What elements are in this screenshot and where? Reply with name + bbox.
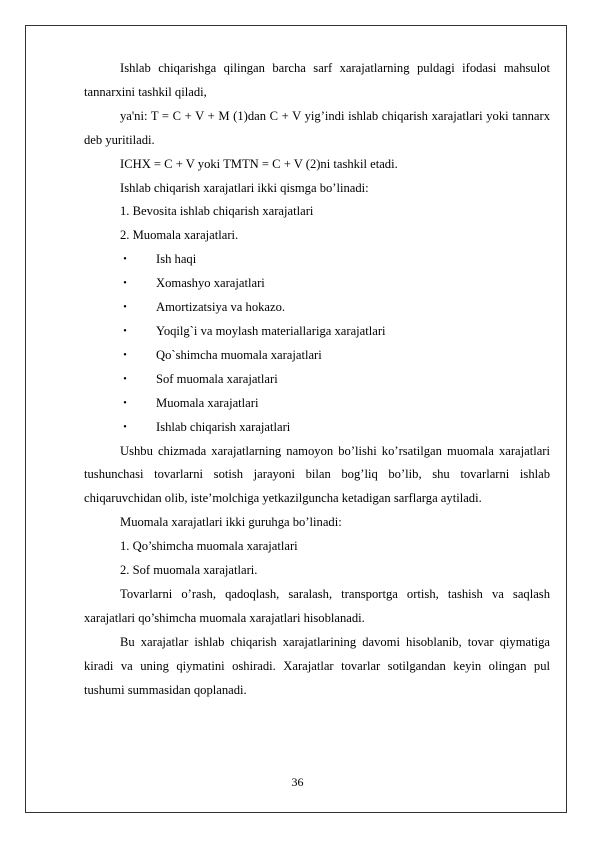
bullet-item-label: Ish haqi <box>156 252 197 267</box>
paragraph-circulation-groups: Muomala xarajatlari ikki guruhga bo’linadi: <box>120 515 342 530</box>
paragraph-formula-1: ya'ni: T = C + V + M (1)dan C + V yig’indi ishlab chiqarish xarajatlari yoki tannarx deb yuritiladi. <box>84 108 550 147</box>
bullet-item <box>84 392 550 416</box>
paragraph-cost-coverage: Bu xarajatlar ishlab chiqarish xarajatlarining davomi hisoblanib, tovar qiymatiga kiradi va uning qiymatini oshiradi. Xarajatlar tovarlar sotilgandan keyin olingan pul tushumi summasidan qoplanadi. <box>84 634 550 697</box>
paragraph-costs-split: Ishlab chiqarish xarajatlari ikki qismga bo’linadi: <box>120 180 369 195</box>
page-number: 36 <box>291 775 304 789</box>
bullet-icon: • <box>123 302 127 314</box>
bullet-icon: • <box>123 421 127 433</box>
bullet-item <box>84 416 550 440</box>
document-body <box>84 57 550 702</box>
list-item-net-costs: 2. Sof muomala xarajatlari. <box>120 563 258 578</box>
bullet-icon: • <box>123 325 127 337</box>
bullet-icon: • <box>123 278 127 290</box>
bullet-item <box>84 344 550 368</box>
bullet-item <box>84 368 550 392</box>
bullet-list <box>84 248 550 439</box>
bullet-item <box>84 272 550 296</box>
paragraph-chart-explanation: Ushbu chizmada xarajatlarning namoyon bo’lishi ko’rsatilgan muomala xarajatlari tushunchasi tovarlarni sotish jarayoni bilan bog’liq bo’lib, shu tovarlarni ishlab chiqaruvchidan olib, iste’molchiga yetkazilguncha ketadigan sarflarga aytiladi. <box>84 443 550 506</box>
bullet-item-label: Sof muomala xarajatlari <box>156 371 278 386</box>
paragraph-packaging-costs: Tovarlarni o’rash, qadoqlash, saralash, transportga ortish, tashish va saqlash xarajatlari qo’shimcha muomala xarajatlari hisoblanadi. <box>84 586 550 625</box>
bullet-item-label: Muomala xarajatlari <box>156 395 259 410</box>
paragraph-tannarx-definition: Ishlab chiqarishga qilingan barcha sarf xarajatlarning puldagi ifodasi mahsulot tannarxini tashkil qiladi, <box>84 61 550 99</box>
bullet-icon: • <box>123 397 127 409</box>
bullet-icon: • <box>123 373 127 385</box>
paragraph-formula-2: ICHX = C + V yoki TMTN = C + V (2)ni tashkil etadi. <box>120 156 398 171</box>
bullet-item-label: Xomashyo xarajatlari <box>156 276 265 291</box>
bullet-item <box>84 248 550 272</box>
bullet-item-label: Qo`shimcha muomala xarajatlari <box>156 347 322 362</box>
bullet-item-label: Amortizatsiya va hokazo. <box>156 300 286 315</box>
bullet-item <box>84 320 550 344</box>
list-item-additional-costs: 1. Qo’shimcha muomala xarajatlari <box>120 539 298 554</box>
list-item-direct-costs: 1. Bevosita ishlab chiqarish xarajatlari <box>120 204 314 219</box>
bullet-item-label: Yoqilg`i va moylash materiallariga xarajatlari <box>156 323 386 338</box>
list-item-circulation-costs: 2. Muomala xarajatlari. <box>120 228 239 243</box>
bullet-item-label: Ishlab chiqarish xarajatlari <box>156 419 291 434</box>
bullet-icon: • <box>123 254 127 266</box>
bullet-item <box>84 296 550 320</box>
bullet-icon: • <box>123 349 127 361</box>
